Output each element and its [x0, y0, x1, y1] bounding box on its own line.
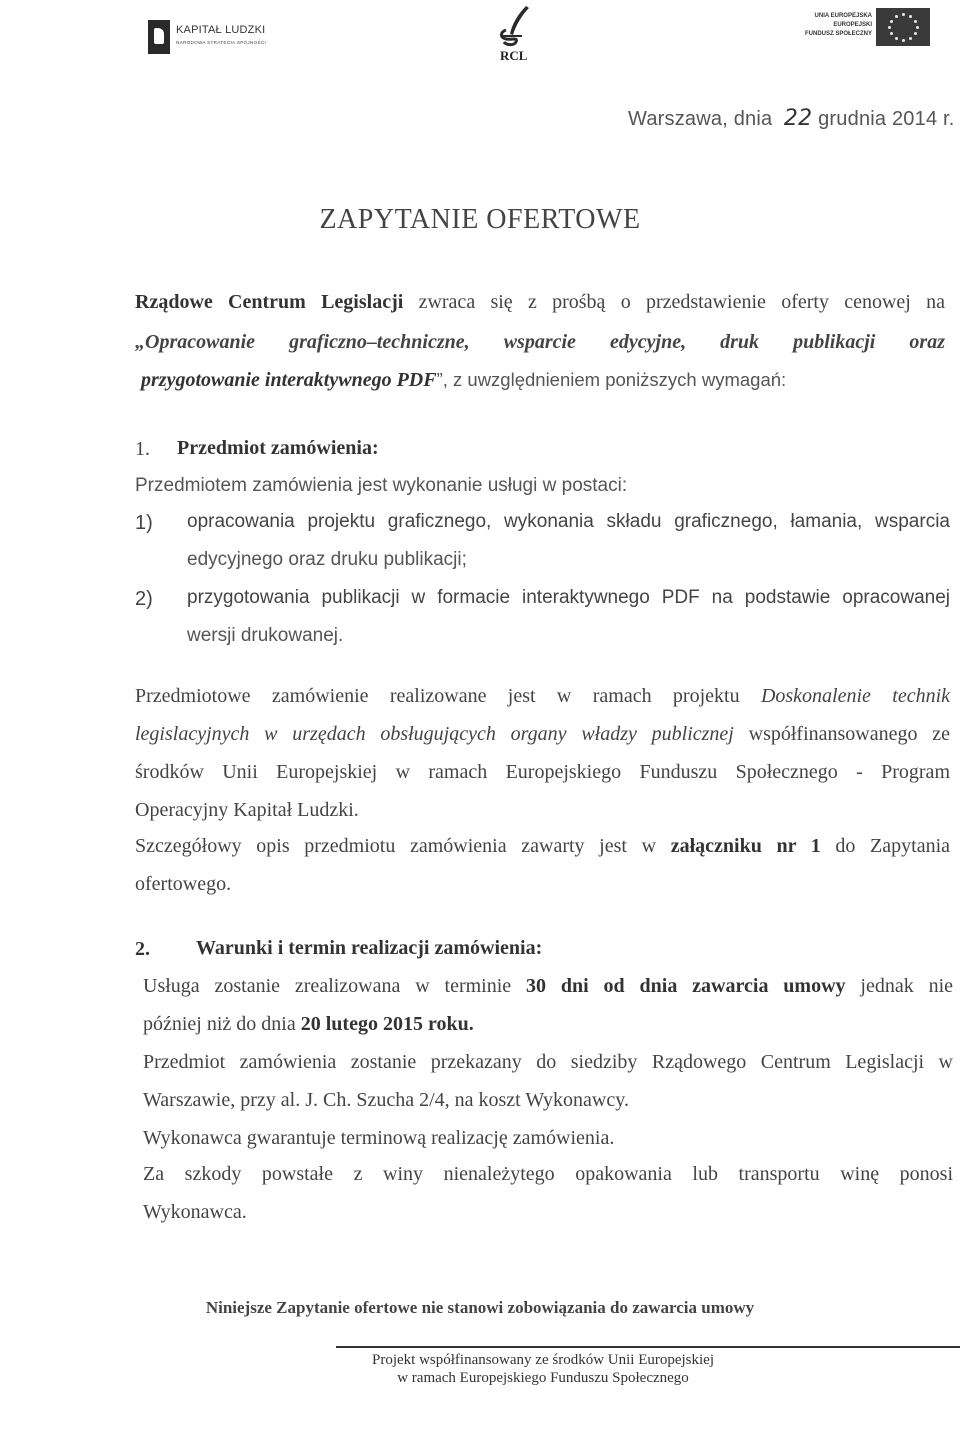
rcl-logo: RCL	[486, 4, 546, 66]
kapital-ludzki-emblem-icon	[148, 20, 170, 54]
list-item-1-number: 1)	[135, 512, 153, 534]
list-item-2-line-1: przygotowania publikacji w formacie interaktywnego PDF na podstawie opracowanej	[187, 587, 950, 608]
delivery-line-2: Warszawie, przy al. J. Ch. Szucha 2/4, na koszt Wykonawcy.	[143, 1089, 629, 1111]
intro-line-3: przygotowanie interaktywnego PDF”, z uwzględnieniem poniższych wymagań:	[141, 369, 787, 391]
section-2-heading: Warunki i termin realizacji zamówienia:	[196, 937, 543, 959]
liability-line-1: Za szkody powstałe z winy nienależytego opakowania lub transportu winę ponosi	[143, 1163, 953, 1185]
document-date: Warszawa, dnia 22 grudnia 2014 r.	[628, 106, 955, 131]
paragraph-project-line-1: Przedmiotowe zamówienie realizowane jest w ramach projektu Doskonalenie technik	[135, 685, 951, 707]
paragraph-project-line-4: Operacyjny Kapitał Ludzki.	[135, 799, 359, 821]
list-item-2-number: 2)	[135, 588, 153, 610]
kapital-ludzki-logo: KAPITAŁ LUDZKI NARODOWA STRATEGIA SPÓJNOŚCI	[148, 18, 278, 56]
quill-icon	[496, 4, 536, 50]
list-item-1-line-2: edycyjnego oraz druku publikacji;	[187, 549, 467, 570]
eu-logo-text: UNIA EUROPEJSKA EUROPEJSKI FUNDUSZ SPOŁECZNY	[804, 13, 872, 37]
section-2-number: 2.	[135, 938, 150, 960]
eu-logo	[792, 8, 930, 48]
section-1-lead: Przedmiotem zamówienia jest wykonanie usługi w postaci:	[135, 475, 628, 496]
list-item-1-line-1: opracowania projektu graficznego, wykonania składu graficznego, łamania, wsparcia	[187, 511, 950, 532]
section-1-number: 1.	[135, 438, 150, 460]
footer-project-line-1: Projekt współfinansowany ze środków Unii Europejskiej	[371, 1352, 715, 1368]
terms-line-1: Usługa zostanie zrealizowana w terminie 30 dni od dnia zawarcia umowy jednak nie	[143, 975, 954, 997]
footer-divider	[336, 1346, 960, 1348]
paragraph-attachment-line-2: ofertowego.	[135, 873, 232, 895]
liability-line-2: Wykonawca.	[143, 1201, 247, 1223]
paragraph-project-line-2: legislacyjnych w urzędach obsługujących organy władzy publicznej współfinansowanego ze	[135, 723, 950, 745]
footer-disclaimer: Niniejsze Zapytanie ofertowe nie stanowi zobowiązania do zawarcia umowy	[205, 1298, 755, 1317]
section-1-heading: Przedmiot zamówienia:	[177, 437, 379, 459]
eu-flag-icon	[876, 8, 930, 46]
document-title: ZAPYTANIE OFERTOWE	[319, 204, 641, 235]
intro-line-1: Rządowe Centrum Legislacji zwraca się z prośbą o przedstawienie oferty cenowej na	[135, 291, 946, 313]
date-day-handwritten: 22	[783, 106, 813, 131]
footer-project-line-2: w ramach Europejskiego Funduszu Społecznego	[397, 1370, 689, 1386]
terms-line-2: później niż do dnia 20 lutego 2015 roku.	[143, 1013, 474, 1035]
intro-line-2: „Opracowanie graficzno–techniczne, wsparcie edycyjne, druk publikacji oraz	[135, 331, 945, 353]
paragraph-attachment-line-1: Szczegółowy opis przedmiotu zamówienia zawarty jest w załączniku nr 1 do Zapytania	[135, 835, 951, 857]
guarantee-line: Wykonawca gwarantuje terminową realizację zamówienia.	[143, 1127, 615, 1149]
list-item-2-line-2: wersji drukowanej.	[187, 625, 344, 646]
paragraph-project-line-3: środków Unii Europejskiej w ramach Europejskiego Funduszu Społecznego - Program	[135, 761, 950, 783]
delivery-line-1: Przedmiot zamówienia zostanie przekazany do siedziby Rządowego Centrum Legislacji w	[143, 1051, 953, 1073]
